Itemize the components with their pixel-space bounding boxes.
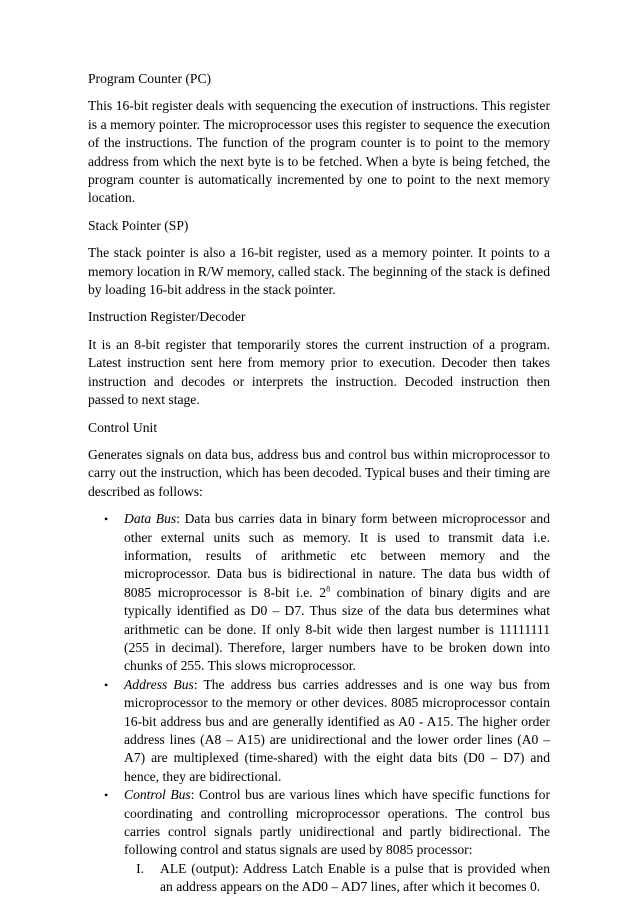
paragraph-program-counter: This 16-bit register deals with sequencing the execution of instructions. This register is a memory pointer. The microprocessor uses this register to sequence the execution of the instructions. The function of the program counter is to point to the memory address from which the next byte is to be fetched. When a byte is being fetched, the program counter is automatically incremented by one to point to the next memory location. — [88, 98, 550, 206]
heading-control-unit: Control Unit — [88, 419, 158, 435]
roman-numeral: I. — [136, 860, 144, 876]
ale-signal-text: ALE (output): Address Latch Enable is a pulse that is provided when an address appears on the AD0 – AD7 lines, after which it becomes 0. — [160, 860, 550, 895]
control-signal-list — [124, 860, 550, 897]
data-bus-exponent: 8 — [326, 584, 331, 594]
bus-list — [88, 510, 550, 897]
list-item-ale-signal — [136, 860, 550, 897]
control-bus-text: : Control bus are various lines which have specific functions for coordinating and controlling microprocessor operations. The control bus carries control signals partly unidirectional and partly bidirectional. The following control and status signals are used by 8085 processor: — [124, 787, 551, 858]
heading-stack-pointer: Stack Pointer (SP) — [88, 217, 189, 233]
document-page — [88, 70, 550, 897]
heading-program-counter: Program Counter (PC) — [88, 71, 212, 86]
paragraph-instruction-register: It is an 8-bit register that temporarily stores the current instruction of a program. Latest instruction sent here from memory prior to execution. Decoder then takes instruction and decodes or interprets the instruction. Decoded instruction then passed to next stage. — [88, 336, 550, 408]
data-bus-text-part1: : Data bus carries data in binary form between microprocessor and other external units such as memory. It is used to transmit data i.e. information, results of arithmetic etc between memory and the microprocessor. Data bus is bidirectional in nature. The data bus width of 8085 microprocessor is 8-bit i.e. 2 — [124, 511, 550, 600]
address-bus-text: : The address bus carries addresses and is one way bus from microprocessor to the memory or other devices. 8085 microprocessor contain 16-bit address bus and are generally identified as A0 - A15. The higher order address lines (A8 – A15) are unidirectional and the lower order lines (A0 – A7) are multiplexed (time-shared) with the eight data bits (D0 – D7) and hence, they are bidirectional. — [124, 676, 550, 784]
bullet-icon: • — [104, 677, 109, 692]
data-bus-text-part2: combination of binary digits and are typically identified as D0 – D7. Thus size of the data bus determines what arithmetic can be done. If only 8-bit wide then largest number is 11111111 (255 in decimal). Therefore, larger numbers have to be broken down into chunks of 255. This slows microprocessor. — [124, 584, 551, 674]
term-control-bus: Control Bus — [124, 787, 191, 803]
list-item-control-bus — [104, 786, 551, 896]
list-item-data-bus — [104, 510, 551, 676]
paragraph-stack-pointer: The stack pointer is also a 16-bit register, used as a memory pointer. It points to a memory location in R/W memory, called stack. The beginning of the stack is defined by loading 16-bit address in the stack pointer. — [88, 245, 550, 298]
term-address-bus: Address Bus — [124, 676, 194, 692]
term-data-bus: Data Bus — [124, 511, 177, 527]
list-item-address-bus — [104, 676, 550, 786]
paragraph-control-unit: Generates signals on data bus, address bus and control bus within microprocessor to carry out the instruction, which has been decoded. Typical buses and their timing are described as follows: — [88, 446, 550, 499]
bullet-icon: • — [104, 788, 109, 803]
heading-instruction-register: Instruction Register/Decoder — [88, 309, 246, 325]
bullet-icon: • — [104, 512, 109, 527]
